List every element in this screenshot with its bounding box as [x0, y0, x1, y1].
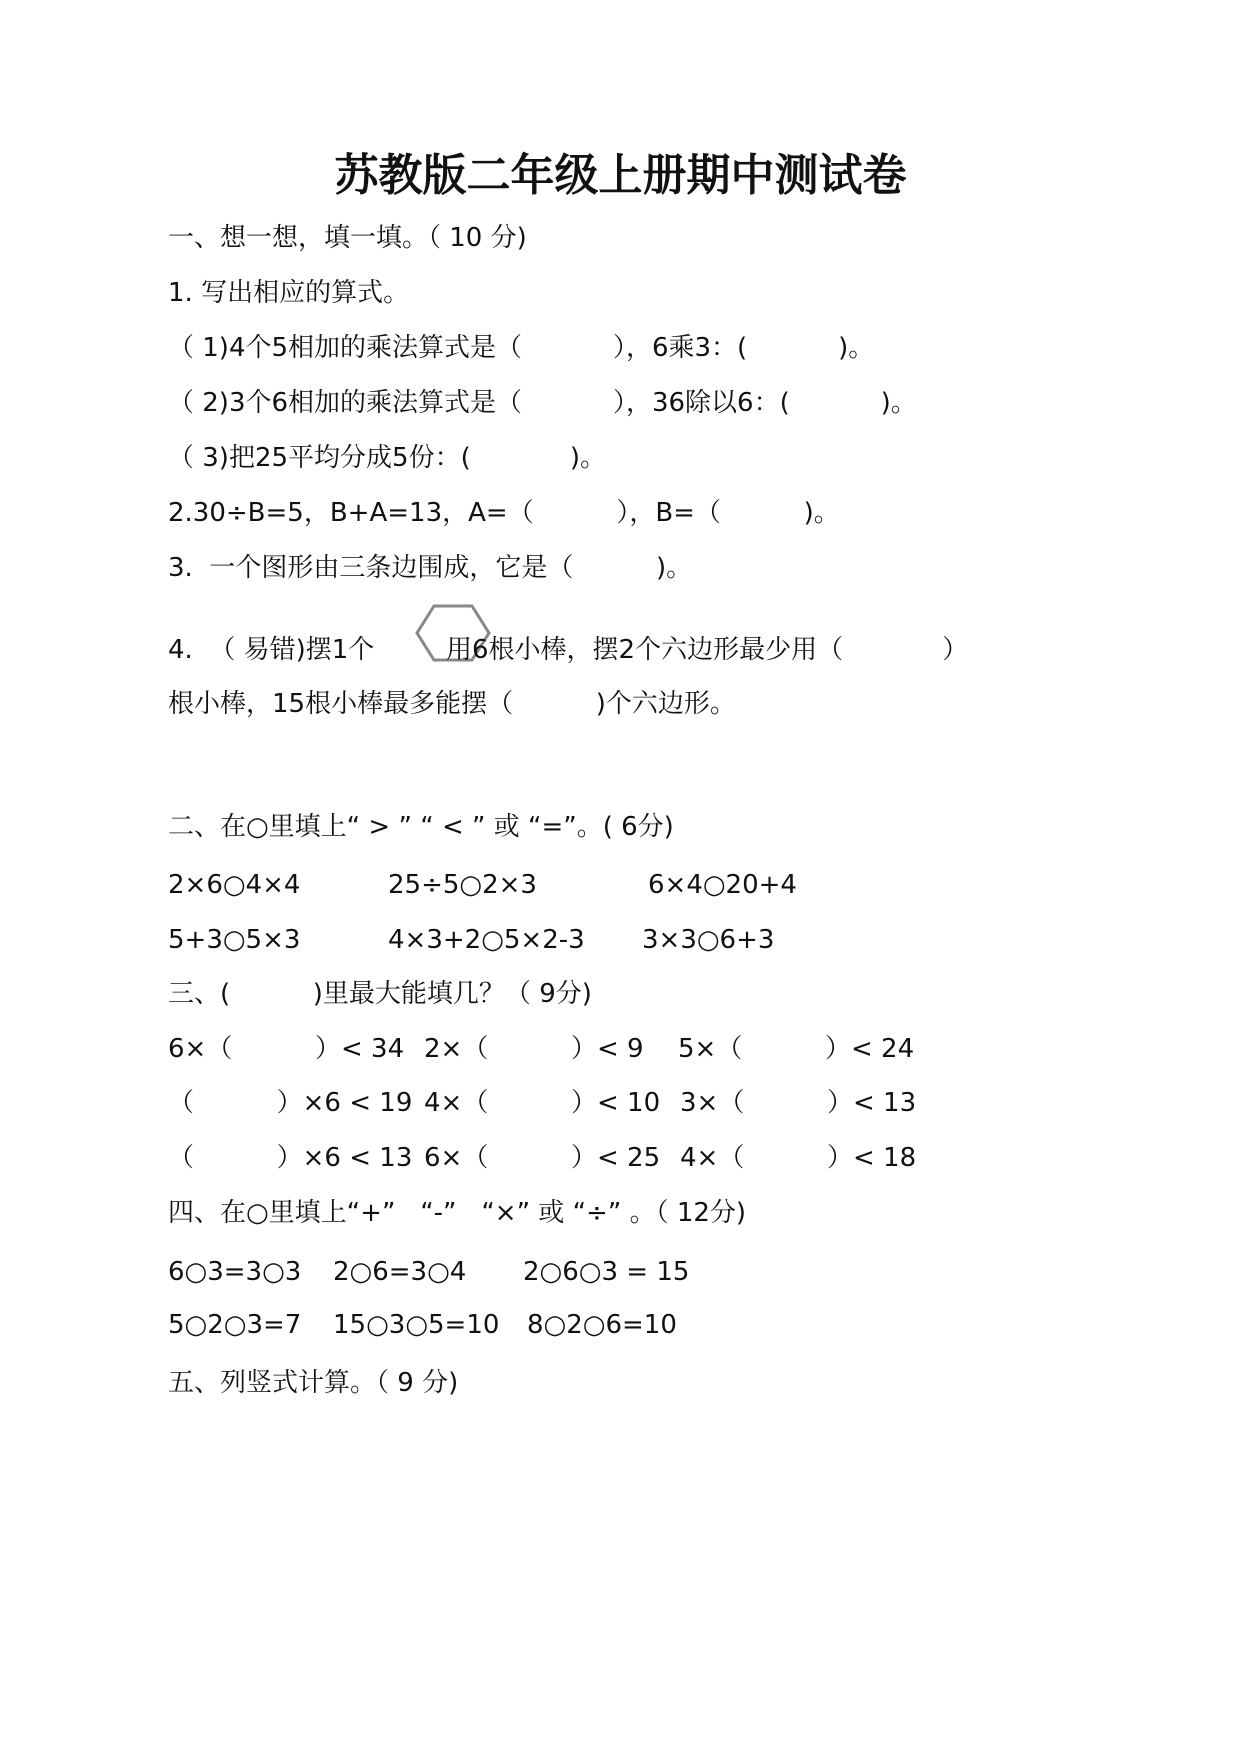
question-2: 2.30÷B=5，B+A=13，A=（ ），B=（ )。 [168, 498, 840, 528]
s2-r1c1: 2×6○4×4 [168, 870, 301, 900]
s2-r1c3: 6×4○20+4 [648, 870, 797, 900]
s3-r2c3: 3×（ ）< 13 [680, 1088, 917, 1118]
s3-r1c1: 6×（ ）< 34 [168, 1034, 405, 1064]
s3-r2c1: （ ）×6 < 19 [168, 1088, 413, 1118]
s3-r1c3: 5×（ ）< 24 [678, 1034, 915, 1064]
s4-r2c1: 5○2○3=7 [168, 1310, 302, 1340]
question-1: 1. 写出相应的算式。 [168, 278, 410, 308]
section-3-heading: 三、( )里最大能填几？（ 9分) [168, 979, 592, 1009]
s4-r2c2: 15○3○5=10 [333, 1310, 500, 1340]
question-1c: （ 3)把25平均分成5份：( )。 [168, 443, 607, 473]
s3-r3c2: 6×（ ）< 25 [424, 1143, 661, 1173]
question-1b: （ 2)3个6相加的乘法算式是（ ），36除以6：( )。 [168, 388, 917, 418]
question-4-end: 根小棒，15根小棒最多能摆（ )个六边形。 [168, 689, 736, 719]
s2-r2c2: 4×3+2○5×2-3 [388, 925, 585, 955]
question-4-middle: 用6根小棒，摆2个六边形最少用（ ） [446, 635, 969, 665]
section-4-heading: 四、在○里填上“+” “-” “×” 或 “÷” 。（ 12分) [168, 1198, 747, 1228]
s3-r3c1: （ ）×6 < 13 [168, 1143, 413, 1173]
question-4-start: 4. （ 易错)摆1个 [168, 635, 375, 665]
s3-r2c2: 4×（ ）< 10 [424, 1088, 661, 1118]
s2-r2c1: 5+3○5×3 [168, 925, 301, 955]
s3-r1c2: 2×（ ）< 9 [424, 1034, 644, 1064]
section-5-heading: 五、列竖式计算。（ 9 分) [168, 1368, 459, 1398]
s2-r2c3: 3×3○6+3 [642, 925, 775, 955]
s2-r1c2: 25÷5○2×3 [388, 870, 537, 900]
s4-r1c3: 2○6○3 = 15 [523, 1257, 690, 1287]
s3-r3c3: 4×（ ）< 18 [680, 1143, 917, 1173]
question-3: 3. 一个图形由三条边围成，它是（ )。 [168, 553, 693, 583]
s4-r1c2: 2○6=3○4 [333, 1257, 467, 1287]
s4-r1c1: 6○3=3○3 [168, 1257, 302, 1287]
s4-r2c3: 8○2○6=10 [527, 1310, 677, 1340]
section-2-heading: 二、在○里填上“ > ” “ < ” 或 “=”。( 6分) [168, 812, 674, 842]
question-1a: （ 1)4个5相加的乘法算式是（ ），6乘3：( )。 [168, 333, 875, 363]
section-1-heading: 一、想一想，填一填。（ 10 分) [168, 223, 527, 253]
page-title: 苏教版二年级上册期中测试卷 [334, 150, 907, 201]
